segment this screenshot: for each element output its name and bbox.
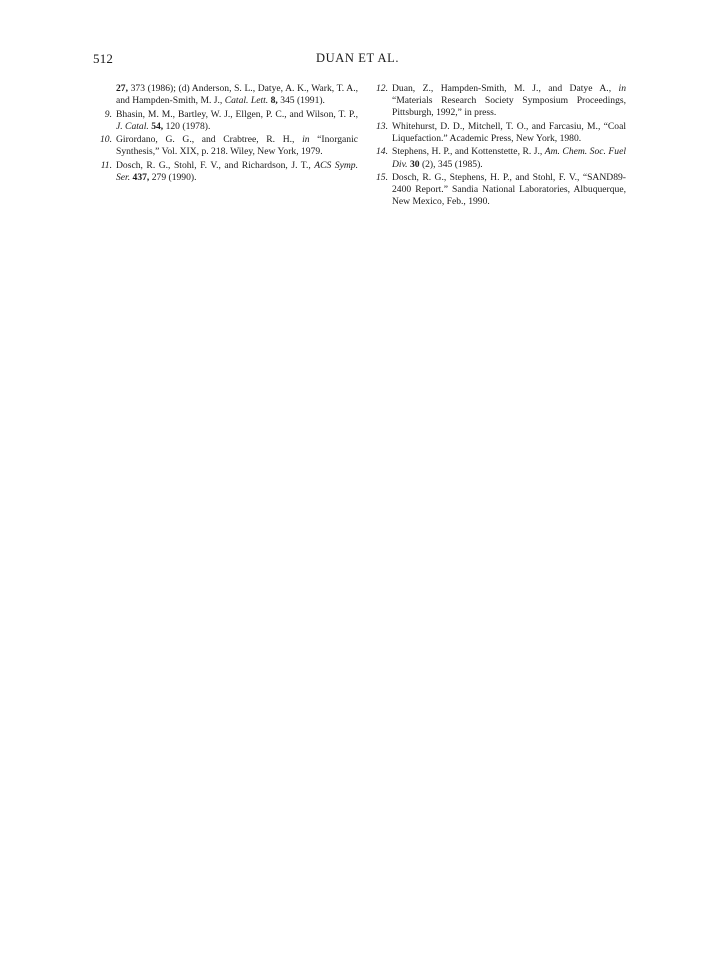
reference-text: Whitehurst, D. D., Mitchell, T. O., and Farcasiu, M., “Coal Liquefaction.” Academic Press, New York, 1980. — [392, 120, 626, 144]
reference-text: Girordano, G. G., and Crabtree, R. H., — [116, 134, 303, 146]
reference-text: “Inorganic Synthesis,” Vol. XIX, p. 218. Wiley, New York, 1979. — [116, 134, 358, 158]
reference-14 — [369, 146, 626, 170]
reference-text: Dosch, R. G., Stephens, H. P., and Stohl, F. V., “SAND89-2400 Report.” Sandia National Laboratories, Albuquerque, New Mexico, Feb., 1990. — [392, 172, 626, 208]
journal-name: Am. Chem. Soc. Fuel Div. — [392, 146, 626, 170]
in-word: in — [618, 83, 626, 94]
reference-number: 11. — [100, 160, 112, 172]
reference-15 — [369, 172, 626, 208]
reference-10 — [93, 134, 358, 158]
volume: 27, — [116, 83, 128, 94]
reference-text: Bhasin, M. M., Bartley, W. J., Ellgen, P. C., and Wilson, T. P., — [116, 108, 358, 120]
references-right-column — [369, 83, 626, 210]
journal-name: ACS Symp. Ser. — [116, 160, 358, 184]
reference-text: Stephens, H. P., and Kottenstette, R. J., — [392, 146, 545, 158]
volume: 54, — [151, 120, 164, 132]
reference-9 — [93, 109, 358, 133]
reference-text: 279 (1990). — [149, 172, 197, 184]
reference-number: 14. — [376, 146, 388, 158]
references-left-column — [93, 83, 358, 186]
reference-text: (2), 345 (1985). — [419, 158, 483, 170]
reference-number: 15. — [376, 172, 388, 184]
reference-number: 12. — [376, 83, 388, 94]
reference-number: 9. — [104, 108, 112, 120]
running-head: DUAN ET AL. — [316, 51, 400, 65]
reference-11 — [93, 160, 358, 184]
in-word: in — [302, 134, 310, 146]
reference-text: Dosch, R. G., Stohl, F. V., and Richardson, J. T., — [116, 160, 315, 172]
page-number: 512 — [93, 51, 114, 66]
reference-12 — [369, 83, 626, 119]
journal-name: Catal. Lett. — [224, 95, 269, 107]
reference-text: 373 (1986); (d) Anderson, S. L., Datye, A. K., Wark, T. A., and Hampden-Smith, M. J., — [116, 83, 358, 107]
volume: 437, — [132, 172, 150, 184]
reference-text: 345 (1991). — [277, 95, 325, 107]
reference-text: “Materials Research Society Symposium Proceedings, Pittsburgh, 1992,” in press. — [392, 95, 626, 119]
reference-text: Duan, Z., Hampden-Smith, M. J., and Datye A., — [392, 83, 619, 94]
reference-8-continuation — [93, 83, 358, 107]
reference-number: 13. — [376, 120, 388, 132]
volume: 30 — [409, 158, 420, 170]
reference-number: 10. — [100, 134, 112, 146]
reference-13 — [369, 121, 626, 145]
journal-name: J. Catal. — [116, 120, 149, 132]
volume: 8, — [270, 95, 278, 107]
reference-text: 120 (1978). — [163, 120, 211, 132]
